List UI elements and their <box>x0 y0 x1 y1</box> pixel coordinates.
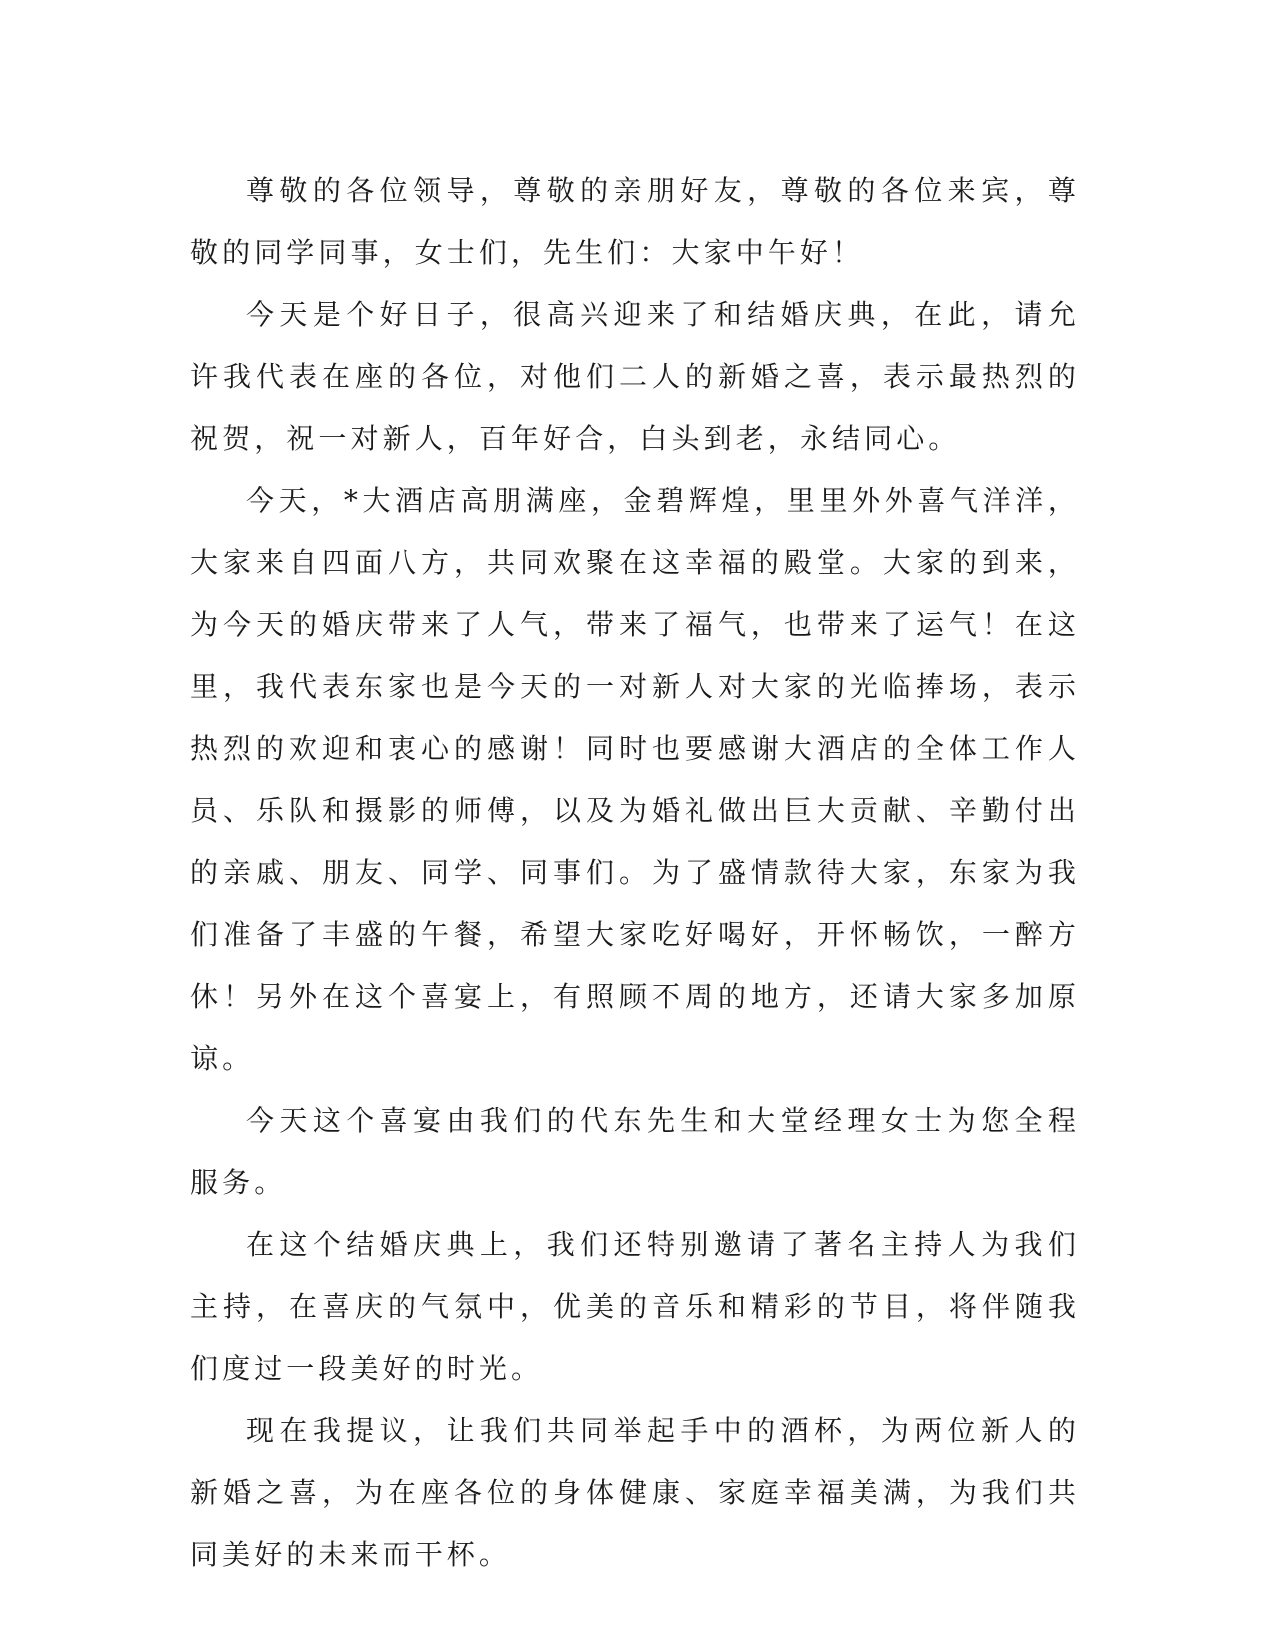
paragraph-service: 今天这个喜宴由我们的代东先生和大堂经理女士为您全程服务。 <box>190 1104 1080 1199</box>
document-body <box>190 160 1080 1586</box>
paragraph-host: 在这个结婚庆典上，我们还特别邀请了著名主持人为我们主持，在喜庆的气氛中，优美的音乐和精彩的节目，将伴随我们度过一段美好的时光。 <box>190 1228 1080 1385</box>
paragraph-welcome-thanks: 今天，*大酒店高朋满座，金碧辉煌，里里外外喜气洋洋，大家来自四面八方，共同欢聚在这幸福的殿堂。大家的到来，为今天的婚庆带来了人气，带来了福气，也带来了运气！在这里，我代表东家也是今天的一对新人对大家的光临捧场，表示热烈的欢迎和衷心的感谢！同时也要感谢大酒店的全体工作人员、乐队和摄影的师傅，以及为婚礼做出巨大贡献、辛勤付出的亲戚、朋友、同学、同事们。为了盛情款待大家，东家为我们准备了丰盛的午餐，希望大家吃好喝好，开怀畅饮，一醉方休！另外在这个喜宴上，有照顾不周的地方，还请大家多加原谅。 <box>190 484 1080 1075</box>
paragraph-toast: 现在我提议，让我们共同举起手中的酒杯，为两位新人的新婚之喜，为在座各位的身体健康、家庭幸福美满，为我们共同美好的未来而干杯。 <box>190 1414 1080 1571</box>
paragraph-greeting: 尊敬的各位领导，尊敬的亲朋好友，尊敬的各位来宾，尊敬的同学同事，女士们，先生们：大家中午好！ <box>190 174 1080 269</box>
paragraph-congratulation: 今天是个好日子，很高兴迎来了和结婚庆典，在此，请允许我代表在座的各位，对他们二人的新婚之喜，表示最热烈的祝贺，祝一对新人，百年好合，白头到老，永结同心。 <box>190 298 1080 455</box>
